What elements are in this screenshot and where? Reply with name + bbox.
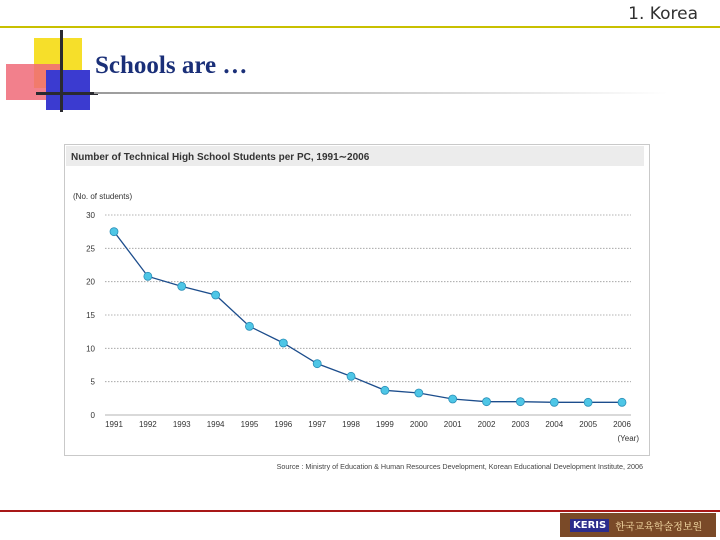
x-tick-label: 2000 — [409, 420, 428, 429]
data-point — [483, 398, 491, 406]
x-tick-label: 1993 — [172, 420, 191, 429]
x-tick-label: 1999 — [376, 420, 394, 429]
decor-horizontal-line — [36, 92, 98, 95]
y-tick-label: 20 — [86, 277, 95, 287]
y-tick-label: 30 — [86, 211, 95, 220]
logo-text: 한국교육학술정보원 — [615, 521, 703, 533]
header-rule — [0, 26, 720, 28]
y-tick-label: 0 — [90, 411, 95, 420]
section-label: 1. Korea — [628, 4, 698, 24]
data-point — [279, 339, 287, 347]
title-underline — [94, 92, 668, 94]
chart-title: Number of Technical High School Students per PC, 1991∼2006 — [71, 152, 370, 163]
footer-rule — [0, 510, 720, 512]
data-point — [313, 360, 321, 368]
x-tick-label: 1991 — [105, 420, 123, 429]
x-tick-label: 1997 — [308, 420, 327, 429]
x-tick-label: 1992 — [138, 420, 157, 429]
data-point — [381, 386, 389, 394]
y-tick-label: 15 — [86, 311, 95, 320]
data-point — [550, 398, 558, 406]
data-point — [144, 272, 152, 280]
chart-source: Source : Ministry of Education & Human Resources Development, Korean Educational Development Institute, 2006 — [276, 462, 643, 471]
data-point — [245, 322, 253, 330]
x-tick-label: 1995 — [240, 420, 259, 429]
line-chart — [65, 145, 649, 471]
decor-vertical-line — [60, 30, 63, 112]
logo-mark: KERIS — [570, 519, 609, 532]
x-tick-label: 2002 — [477, 420, 496, 429]
x-tick-label: 2004 — [545, 420, 564, 429]
data-point — [347, 372, 355, 380]
data-point — [110, 228, 118, 236]
y-tick-label: 25 — [86, 244, 95, 254]
data-point — [516, 398, 524, 406]
x-tick-label: 2005 — [579, 420, 598, 429]
data-point — [618, 398, 626, 406]
y-tick-label: 5 — [90, 377, 95, 387]
data-point — [584, 398, 592, 406]
data-point — [449, 395, 457, 403]
chart-frame — [64, 144, 650, 471]
x-axis-label: (Year) — [617, 434, 639, 443]
x-tick-label: 1994 — [206, 420, 225, 429]
keris-logo — [560, 513, 716, 537]
x-tick-label: 2003 — [511, 420, 530, 429]
y-tick-label: 10 — [86, 344, 95, 354]
series-line — [114, 232, 622, 403]
data-point — [212, 291, 220, 299]
slide-title: Schools are … — [95, 52, 248, 79]
decor-blue-square — [46, 70, 90, 110]
x-tick-label: 1996 — [274, 420, 293, 429]
y-axis-label: (No. of students) — [73, 192, 133, 201]
x-tick-label: 1998 — [342, 420, 360, 429]
data-point — [178, 282, 186, 290]
x-tick-label: 2001 — [443, 420, 462, 429]
x-tick-label: 2006 — [613, 420, 631, 429]
data-point — [415, 389, 423, 397]
